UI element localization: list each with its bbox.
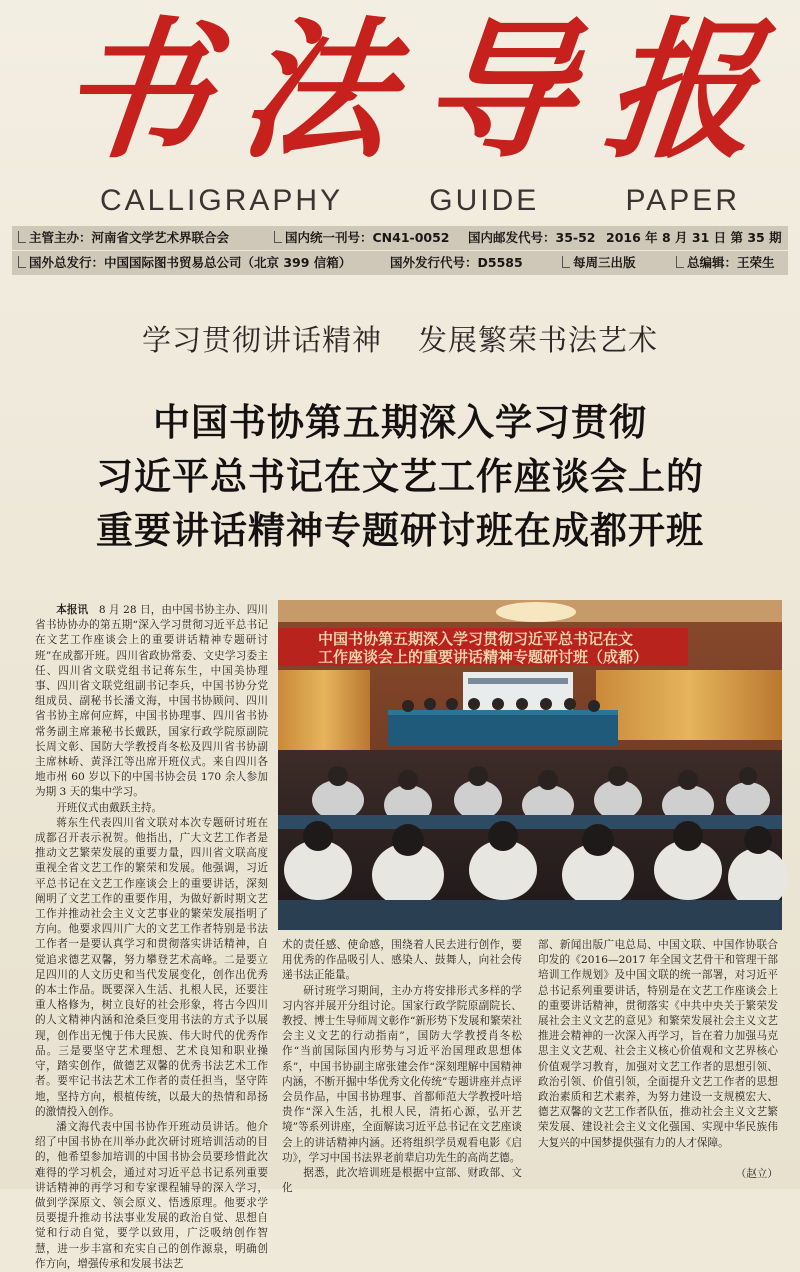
article-paragraph: 开班仪式由戴跃主持。 [56,801,163,814]
kicker-left: 学习贯彻讲话精神 [141,323,382,357]
masthead [40,3,760,217]
info-sponsor: 主管主办：河南省文学艺术界联合会 [18,226,229,250]
masthead-subtitle-word: CALLIGRAPHY [100,184,344,217]
masthead-char: 书 [50,3,214,179]
masthead-subtitle-word: GUIDE [429,184,540,217]
article-kicker [0,318,800,359]
headline-line: 重要讲话精神专题研讨班在成都开班 [96,509,704,552]
article-column-1 [35,603,269,1270]
headline-line: 中国书协第五期深入学习贯彻 [153,401,647,444]
masthead-title [50,3,760,179]
article-paragraph: 本报讯 8 月 28 日，由中国书协主办、四川省书协协办的第五期“深入学习贯彻习近平总书记在文艺工作座谈会上的重要讲话精神专题研讨班”在成都开班。四川省政协常委、文史学习委主任、四川省文联党组书记蒋东生，中国美协理事、四川省文联党组副书记李兵，中国书协分党组成员、副秘书长潘文海，中国书协顾问、四川省书协主席何应辉，中国书协理事、四川省书协常务副主席兼秘书长戴跃，国家行政学院原副院长周文彰、国防大学教授肖冬松及四川省书协副主席林峤、黄泽江等出席开班仪式。来自四川各地市州 60 岁以下的中国书协会员 170 余人参加为期 3 天的集中学习。 [35,604,269,799]
lead-label: 本报讯 [56,604,89,616]
article-paragraph: 部、新闻出版广电总局、中国文联、中国作协联合印发的《2016—2017 年全国文艺骨干和管理干部培训工作规划》及中国文联的统一部署，对习近平总书记系列重要讲话，特别是在文艺工作座谈会上的重要讲话精神，贯彻落实《中共中央关于繁荣发展社会主义文艺的意见》和繁荣发展社会主义文艺推进会精神的一次深入再学习，旨在着力加强马克思主义文艺观、社会主义核心价值观和文艺界核心价值观学习教育，加强对文艺工作者的思想引领、政治引领、价值引领，全面提升文艺工作者的思想政治素质和艺术素养，为努力建设一支规模宏大、德艺双馨的文艺工作者队伍，推动社会主义文艺繁荣发展、建设社会主义文化强国、实现中华民族伟大复兴的中国梦提供强有力的人才保障。 [538,939,778,1149]
info-foreign-code: 国外发行代号：D5585 [390,255,523,270]
banner-text: 工作座谈会上的重要讲话精神专题研讨班（成都） [318,648,649,666]
article-paragraph: 研讨班学习期间，主办方将安排形式多样的学习内容并展开分组讨论。国家行政学院原副院长、教授、博士生导师周文彰作“新形势下发展和繁荣社会主义文艺的行动指南”，国防大学教授肖冬松作“当前国际国内形势与习近平治国理政思想体系”，中国书协副主席张建会作“深刻理解中国精神内涵，不断开掘中华优秀文化传统”专题讲座并点评会员作品，中国书协理事、首都师范大学教授叶培贵作“深入生活，扎根人民，清拓心源，弘开艺境”等系列讲座，全面解读习近平总书记在文艺座谈会上的讲话精神内涵。还将组织学员观看电影《启功》，学习中国书法界老前辈启功先生的高尚艺德。 [282,984,522,1164]
kicker-right: 发展繁荣书法艺术 [418,323,659,357]
info-frequency: 每周三出版 [562,251,636,275]
article-paragraph: 术的责任感、使命感，围绕着人民去进行创作，要用优秀的作品吸引人、感染人、鼓舞人，向社会传递书法正能量。 [282,939,522,982]
masthead-subtitle-word: PAPER [625,184,740,217]
article-column-3 [538,938,778,1178]
meeting-photo-graphic [278,600,782,930]
banner-text: 中国书协第五期深入学习贯彻习近平总书记在文 [318,630,634,648]
info-editor: 总编辑：王荣生 [676,251,775,275]
headline-line: 习近平总书记在文艺工作座谈会上的 [96,455,704,498]
info-bar-bottom [12,250,788,275]
info-bar-top [12,226,788,250]
info-cn-number: 国内统一刊号：CN41-0052 [274,226,450,250]
article-paragraph: 潘文海代表中国书协作开班动员讲话。他介绍了中国书协在川举办此次研讨班培训活动的目的，他希望参加培训的中国书协会员要珍惜此次难得的学习机会，通过对习近平总书记系列重要讲话精神的再学习和专家课程辅导的深入学习，做到学深原文、领会原义、悟透原理。他要求学员要提升推动书法事业发展的政治自觉、思想自觉和行动自觉，要学以致用，广泛吸纳创作智慧，进一步丰富和充实自己的创作源泉，明确创作方向，增强传承和发展书法艺 [35,1120,268,1270]
byline: （赵立） [735,1168,778,1180]
info-date-issue: 2016 年 8 月 31 日 第 35 期 [606,230,782,245]
article-paragraph: 蒋东生代表四川省文联对本次专题研讨班在成都召开表示祝贺。他指出，广大文艺工作者是推动文艺繁荣发展的重要力量，四川省文联高度重视全省文艺工作的繁荣和发展。他强调，习近平总书记在文艺工作座谈会上的重要讲话，深刻阐明了文艺工作的重要作用，为做好新时期文艺工作并推动社会主义文艺事业的繁荣发展指明了方向。他要求四川广大的文艺工作者特别是书法工作者一是要认真学习和贯彻落实讲话精神，自觉追求德艺双馨，努力攀登艺术高峰。二是要立足四川的人文历史和当代发展变化，创作出优秀的本土作品。既要深入生活、扎根人民，还要注重人格修为，树立良好的社会形象，将古今四川的人文精神内涵和沧桑巨变用书法的方式予以展现，创作出无愧于伟大民族、伟大时代的优秀作品。三是要坚守艺术理想、艺术良知和职业操守，踏实创作，做德艺双馨的优秀书法艺术工作者。要牢记书法艺术工作者的责任担当，坚守阵地，坚持方向，根植传统，以最大的热情和昂扬的激情投入创作。 [35,816,268,1118]
masthead-char: 报 [596,3,760,179]
info-postal-code: 国内邮发代号：35-52 [468,230,596,245]
meeting-photo [278,600,782,930]
article-column-2 [282,938,522,1195]
masthead-char: 导 [414,3,578,179]
info-foreign-distributor: 国外总发行：中国国际图书贸易总公司（北京 399 信箱） [18,251,351,275]
masthead-char: 法 [232,3,396,179]
masthead-subtitle [100,184,740,218]
article-paragraph: 据悉，此次培训班是根据中宣部、财政部、文化 [282,1167,522,1195]
